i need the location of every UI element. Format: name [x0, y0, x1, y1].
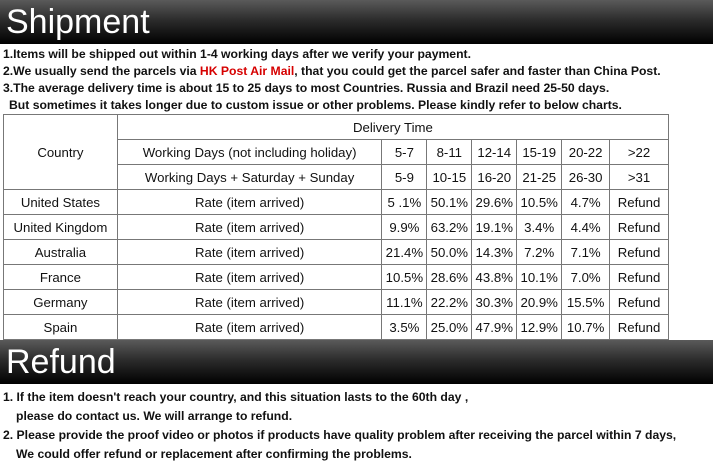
table-cell: 50.1%: [427, 190, 472, 215]
table-cell: 5-9: [382, 165, 427, 190]
table-header-row: [4, 115, 669, 140]
table-cell: 5 .1%: [382, 190, 427, 215]
refund-line-3: 2. Please provide the proof video or photos if products have quality problem after receiving the parcel within 7 days,: [3, 428, 677, 442]
table-cell: 29.6%: [472, 190, 517, 215]
rate-label: Rate (item arrived): [117, 290, 382, 315]
table-cell: 12.9%: [517, 315, 562, 340]
shipment-notes: [0, 44, 713, 114]
table-cell: 47.9%: [472, 315, 517, 340]
table-cell: 9.9%: [382, 215, 427, 240]
table-cell: 12-14: [472, 140, 517, 165]
table-cell: 8-11: [427, 140, 472, 165]
shipment-line-2-post: , that you could get the parcel safer and faster than China Post.: [294, 64, 661, 78]
table-cell: Refund: [610, 315, 669, 340]
table-cell: 7.0%: [562, 265, 610, 290]
table-cell: 43.8%: [472, 265, 517, 290]
rate-label: Rate (item arrived): [117, 265, 382, 290]
refund-banner: [0, 340, 713, 384]
table-cell: 26-30: [562, 165, 610, 190]
shipment-line-3: 3.The average delivery time is about 15 to 25 days to most Countries. Russia and Brazil need 25-50 days.: [3, 81, 610, 95]
shipment-banner: [0, 0, 713, 44]
country-name: Australia: [4, 240, 118, 265]
rate-label: Rate (item arrived): [117, 315, 382, 340]
table-row: [4, 315, 669, 340]
country-name: United States: [4, 190, 118, 215]
shipment-line-2-pre: 2.We usually send the parcels via: [3, 64, 200, 78]
table-row: [4, 240, 669, 265]
table-cell: 20.9%: [517, 290, 562, 315]
table-cell: 4.7%: [562, 190, 610, 215]
table-cell: 7.1%: [562, 240, 610, 265]
table-cell: Refund: [610, 190, 669, 215]
table-cell: 3.5%: [382, 315, 427, 340]
table-cell: 50.0%: [427, 240, 472, 265]
table-cell: 3.4%: [517, 215, 562, 240]
delivery-time-header: Delivery Time: [117, 115, 668, 140]
delivery-table: [3, 114, 669, 340]
refund-line-2: please do contact us. We will arrange to refund.: [16, 409, 293, 423]
table-cell: 10.5%: [517, 190, 562, 215]
country-name: Germany: [4, 290, 118, 315]
table-cell: 11.1%: [382, 290, 427, 315]
table-cell: >22: [610, 140, 669, 165]
table-cell: 7.2%: [517, 240, 562, 265]
table-cell: 5-7: [382, 140, 427, 165]
refund-title: Refund: [6, 343, 116, 381]
table-cell: Refund: [610, 240, 669, 265]
table-cell: 25.0%: [427, 315, 472, 340]
table-cell: 22.2%: [427, 290, 472, 315]
table-row: [4, 190, 669, 215]
table-cell: 21.4%: [382, 240, 427, 265]
rate-label: Rate (item arrived): [117, 215, 382, 240]
shipment-line-1: 1.Items will be shipped out within 1-4 working days after we verify your payment.: [3, 47, 471, 61]
working-days-label: Working Days (not including holiday): [117, 140, 382, 165]
refund-line-1: 1. If the item doesn't reach your country, and this situation lasts to the 60th day ,: [3, 390, 469, 404]
table-cell: 10.5%: [382, 265, 427, 290]
table-cell: 30.3%: [472, 290, 517, 315]
refund-notes: [0, 384, 713, 464]
table-cell: Refund: [610, 215, 669, 240]
hk-post-highlight: HK Post Air Mail: [199, 64, 295, 78]
country-name: Spain: [4, 315, 118, 340]
country-name: France: [4, 265, 118, 290]
table-cell: 28.6%: [427, 265, 472, 290]
rate-label: Rate (item arrived): [117, 240, 382, 265]
table-cell: 10-15: [427, 165, 472, 190]
shipment-title: Shipment: [6, 3, 150, 41]
table-cell: 15.5%: [562, 290, 610, 315]
country-name: United Kingdom: [4, 215, 118, 240]
table-cell: 63.2%: [427, 215, 472, 240]
table-row: [4, 290, 669, 315]
saturday-label: Working Days + Saturday + Sunday: [117, 165, 382, 190]
table-cell: 21-25: [517, 165, 562, 190]
table-cell: 14.3%: [472, 240, 517, 265]
table-cell: 20-22: [562, 140, 610, 165]
country-header: Country: [4, 115, 118, 190]
table-row: [4, 215, 669, 240]
table-cell: 10.1%: [517, 265, 562, 290]
table-cell: Refund: [610, 290, 669, 315]
shipment-line-4: But sometimes it takes longer due to custom issue or other problems. Please kindly refer to below charts.: [9, 98, 622, 112]
table-cell: Refund: [610, 265, 669, 290]
table-cell: 19.1%: [472, 215, 517, 240]
table-cell: 10.7%: [562, 315, 610, 340]
table-cell: 4.4%: [562, 215, 610, 240]
rate-label: Rate (item arrived): [117, 190, 382, 215]
table-cell: 16-20: [472, 165, 517, 190]
shipment-line-2: [3, 63, 713, 80]
table-row: [4, 265, 669, 290]
table-cell: >31: [610, 165, 669, 190]
refund-line-4: We could offer refund or replacement after confirming the problems.: [16, 447, 412, 461]
table-cell: 15-19: [517, 140, 562, 165]
